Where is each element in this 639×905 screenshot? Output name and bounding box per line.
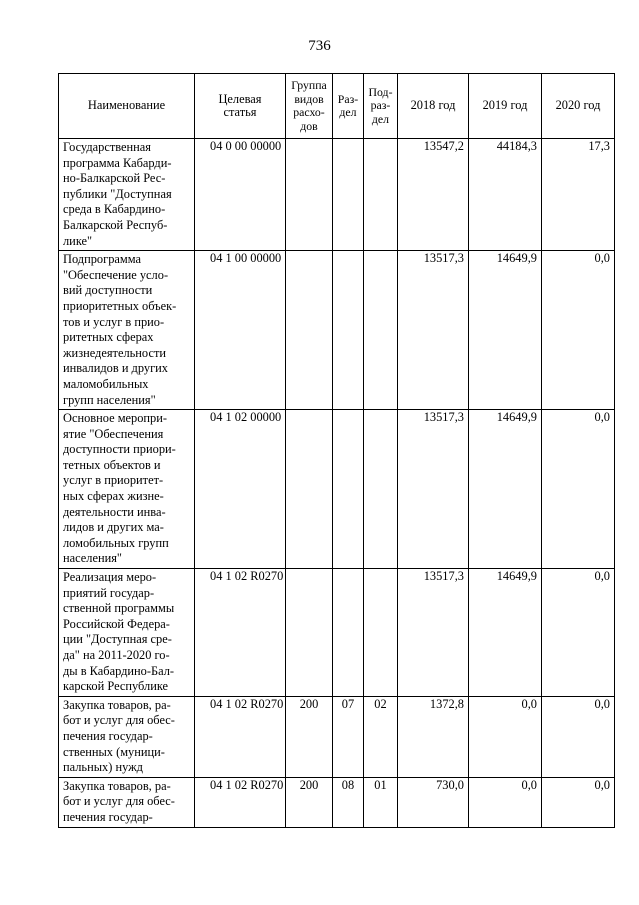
row-name-line: Основное меропри- [63, 411, 168, 426]
table-row [59, 139, 615, 251]
table-row [59, 696, 615, 777]
budget-table [58, 73, 615, 828]
row-name-line: ственных (муници- [63, 744, 165, 759]
table-row [59, 410, 615, 569]
cell-y2018: 13517,3 [398, 410, 469, 569]
row-name-line: лике" [63, 233, 93, 248]
cell-group: 200 [286, 777, 333, 827]
row-name-line: публики "Доступная [63, 186, 172, 201]
header-target-line: Целевая [218, 91, 262, 106]
cell-subsection [364, 569, 398, 697]
header-subsection-line: дел [371, 111, 390, 126]
row-name-line: инвалидов и других [63, 361, 168, 376]
cell-y2019: 14649,9 [469, 410, 542, 569]
row-name-line: "Обеспечение усло- [63, 267, 169, 282]
row-name-line: жизнедеятельности [63, 345, 166, 360]
cell-group [286, 251, 333, 410]
cell-target: 04 1 02 00000 [195, 410, 286, 569]
cell-section: 08 [333, 777, 364, 827]
cell-target: 04 0 00 00000 [195, 139, 286, 251]
cell-group [286, 139, 333, 251]
header-section [333, 74, 364, 139]
row-name-line: ритетных сферах [63, 330, 154, 345]
row-name-line: Закупка товаров, ра- [63, 778, 171, 793]
row-name-line: тов и услуг в прио- [63, 314, 165, 329]
row-name-line: ции "Доступная сре- [63, 632, 172, 647]
row-name-line: бот и услуг для обес- [63, 794, 175, 809]
table-row [59, 251, 615, 410]
cell-y2020: 0,0 [542, 569, 615, 697]
row-name-line: услуг в приоритет- [63, 473, 164, 488]
table-body [59, 139, 615, 828]
row-name-line: печения государ- [63, 728, 153, 743]
cell-target: 04 1 02 R0270 [195, 696, 286, 777]
row-name-line: ломобильных групп [63, 535, 169, 550]
header-subsection-line: раз- [370, 98, 391, 113]
cell-section [333, 251, 364, 410]
cell-y2018: 13517,3 [398, 569, 469, 697]
row-name-line: но-Балкарской Рес- [63, 171, 166, 186]
cell-y2018: 13547,2 [398, 139, 469, 251]
row-name-line: Российской Федера- [63, 616, 170, 631]
row-name-line: населения" [63, 551, 122, 566]
row-name [59, 410, 195, 569]
cell-subsection: 02 [364, 696, 398, 777]
page-number: 736 [308, 38, 331, 54]
row-name [59, 696, 195, 777]
row-name [59, 777, 195, 827]
cell-subsection [364, 251, 398, 410]
row-name-line: деятельности инва- [63, 504, 166, 519]
table-row [59, 777, 615, 827]
header-section-line: дел [339, 105, 357, 119]
header-2019: 2019 год [469, 74, 542, 139]
cell-y2019: 44184,3 [469, 139, 542, 251]
cell-target: 04 1 00 00000 [195, 251, 286, 410]
cell-y2019: 14649,9 [469, 569, 542, 697]
row-name-line: лидов и других ма- [63, 520, 164, 535]
cell-y2019: 0,0 [469, 696, 542, 777]
cell-subsection: 01 [364, 777, 398, 827]
row-name-line: ных сферах жизне- [63, 489, 164, 504]
cell-section [333, 569, 364, 697]
cell-y2020: 0,0 [542, 777, 615, 827]
header-group-line: дов [300, 118, 318, 133]
cell-y2018: 730,0 [398, 777, 469, 827]
row-name-line: пальных) нужд [63, 760, 143, 775]
row-name-line: да" на 2011-2020 го- [63, 648, 170, 662]
cell-subsection [364, 139, 398, 251]
row-name-line: ственной программы [63, 601, 175, 616]
cell-section [333, 139, 364, 251]
row-name-line: среда в Кабардино- [63, 202, 166, 217]
cell-y2019: 14649,9 [469, 251, 542, 410]
header-group-line: расхо- [293, 105, 325, 119]
row-name [59, 139, 195, 251]
header-group-line: Группа [291, 78, 327, 92]
cell-y2020: 0,0 [542, 251, 615, 410]
row-name-line: карской Республике [63, 679, 169, 694]
header-target [195, 74, 286, 139]
header-subsection [364, 74, 398, 139]
cell-y2018: 1372,8 [398, 696, 469, 777]
cell-y2020: 0,0 [542, 410, 615, 569]
row-name-line: приятий государ- [63, 585, 155, 600]
header-group [286, 74, 333, 139]
header-target-line: статья [223, 105, 257, 119]
row-name-line: ды в Кабардино-Бал- [63, 663, 175, 678]
row-name-line: доступности приори- [63, 442, 176, 457]
row-name-line: Балкарской Респуб- [63, 217, 168, 232]
cell-y2018: 13517,3 [398, 251, 469, 410]
cell-target: 04 1 02 R0270 [195, 777, 286, 827]
row-name [59, 569, 195, 697]
row-name-line: Государственная [63, 140, 151, 154]
cell-section: 07 [333, 696, 364, 777]
header-name: Наименование [59, 74, 195, 139]
row-name-line: Закупка товаров, ра- [63, 697, 171, 712]
header-2020: 2020 год [542, 74, 615, 139]
table-row [59, 569, 615, 697]
cell-section [333, 410, 364, 569]
row-name-line: Подпрограмма [63, 252, 141, 267]
cell-y2019: 0,0 [469, 777, 542, 827]
row-name-line: маломобильных [63, 376, 149, 391]
cell-group: 200 [286, 696, 333, 777]
header-group-line: видов [294, 91, 324, 106]
row-name-line: программа Кабарди- [63, 155, 172, 170]
header-section-line: Раз- [337, 91, 359, 106]
cell-subsection [364, 410, 398, 569]
row-name-line: приоритетных объек- [63, 298, 177, 313]
cell-y2020: 17,3 [542, 139, 615, 251]
header-subsection-line: Под- [368, 84, 393, 99]
row-name [59, 251, 195, 410]
row-name-line: Реализация меро- [63, 570, 157, 585]
row-name-line: групп населения" [63, 392, 156, 407]
cell-y2020: 0,0 [542, 696, 615, 777]
cell-target: 04 1 02 R0270 [195, 569, 286, 697]
header-row [59, 74, 615, 139]
row-name-line: бот и услуг для обес- [63, 713, 175, 728]
header-2018: 2018 год [398, 74, 469, 139]
cell-group [286, 410, 333, 569]
row-name-line: ятие "Обеспечения [63, 426, 164, 441]
row-name-line: вий доступности [63, 283, 153, 298]
row-name-line: тетных объектов и [63, 457, 161, 472]
row-name-line: печения государ- [63, 809, 153, 824]
cell-group [286, 569, 333, 697]
